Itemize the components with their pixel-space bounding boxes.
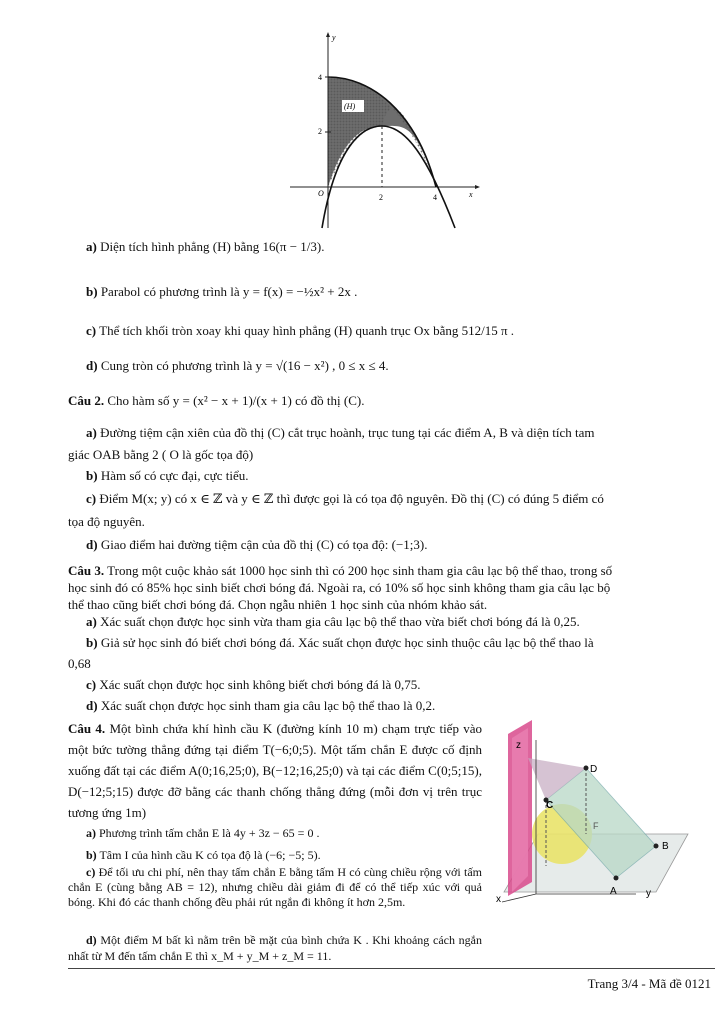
q4-item-d	[68, 932, 482, 964]
q3-item-c	[86, 676, 695, 694]
q3-item-a	[86, 613, 695, 631]
q1-item-b	[86, 283, 695, 301]
q3-item-d	[86, 697, 695, 715]
q2-c-label: c)	[86, 491, 97, 506]
label-A: A	[610, 886, 617, 897]
q4-c-label: c)	[86, 865, 96, 879]
q2-a-cont: giác OAB bằng 2 ( O là gốc tọa độ)	[68, 447, 254, 462]
q3-intro1-text: Trong một cuộc khảo sát 1000 học sinh thì có 200 học sinh tham gia câu lạc bộ thể thao, trong số	[107, 563, 613, 578]
q3-d-text: Xác suất chọn được học sinh tham gia câu lạc bộ thể thao là 0,2.	[100, 698, 436, 713]
q4-item-b	[86, 847, 482, 863]
q3-intro-1	[68, 562, 695, 580]
q2-item-d	[86, 536, 695, 554]
q3-b-label: b)	[86, 635, 98, 650]
q1-item-d	[86, 357, 695, 375]
q1-d-label: d)	[86, 358, 98, 373]
label-D: D	[590, 764, 598, 775]
region-label: (H)	[344, 102, 356, 111]
q3-item-b	[86, 634, 695, 652]
label-F: F	[593, 821, 599, 831]
q1-d-text: Cung tròn có phương trình là y = √(16 − x²) , 0 ≤ x ≤ 4.	[100, 358, 389, 373]
y-tick-4: 4	[318, 73, 322, 82]
q3-a-label: a)	[86, 614, 97, 629]
q1-b-label: b)	[86, 284, 98, 299]
q2-item-a	[86, 424, 695, 442]
region-graph	[285, 30, 485, 230]
q4-item-c	[68, 865, 482, 910]
q2-a-label: a)	[86, 425, 97, 440]
q4-a-text: Phương trình tấm chắn E là 4y + 3z − 65 = 0 .	[99, 826, 320, 840]
q2-a-text: Đường tiệm cận xiên của đồ thị (C) cắt trục hoành, trục tung tại các điểm A, B và diện tích tam	[100, 425, 595, 440]
q3-b-text: Giả sử học sinh đó biết chơi bóng đá. Xác suất chọn được học sinh thuộc câu lạc bộ thể thao là	[100, 635, 594, 650]
q4-b-label: b)	[86, 848, 97, 862]
q2-d-label: d)	[86, 537, 98, 552]
q2-c-cont: tọa độ nguyên.	[68, 514, 145, 529]
q3-a-text: Xác suất chọn được học sinh vừa tham gia câu lạc bộ thể thao vừa biết chơi bóng đá là 0,25.	[100, 614, 580, 629]
x-tick-2: 2	[379, 193, 383, 202]
q2-intro-text: Cho hàm số y = (x² − x + 1)/(x + 1) có đồ thị (C).	[107, 393, 365, 408]
q2-title: Câu 2.	[68, 393, 105, 408]
q2-d-text: Giao điểm hai đường tiệm cận của đồ thị (C) có tọa độ: (−1;3).	[100, 537, 428, 552]
q4-d-text: Một điểm M bất kì nằm trên bề mặt của bình chứa K . Khi khoảng cách ngắn nhất từ M đến tấm chắn E thì x_M + y_M + z_M = 11.	[68, 933, 482, 963]
q2-intro	[68, 392, 695, 410]
q1-a-label: a)	[86, 239, 97, 254]
q4-a-label: a)	[86, 826, 96, 840]
q4-intro	[68, 718, 482, 823]
q2-item-c	[86, 490, 695, 508]
q1-c-text: Thể tích khối tròn xoay khi quay hình phẳng (H) quanh trục Ox bằng 512/15 π .	[99, 323, 515, 338]
y-tick-2: 2	[318, 127, 322, 136]
footer-rule	[68, 968, 715, 969]
label-B: B	[662, 841, 669, 852]
q3-b-cont: 0,68	[68, 656, 91, 671]
q3-c-label: c)	[86, 677, 97, 692]
q1-b-text: Parabol có phương trình là y = f(x) = −½x² + 2x .	[100, 284, 358, 299]
q1-c-label: c)	[86, 323, 97, 338]
sphere-shield-figure	[486, 716, 691, 906]
q2-b-text: Hàm số có cực đại, cực tiểu.	[100, 468, 249, 483]
q3-intro-2: học sinh đó có 85% học sinh biết chơi bóng đá. Ngoài ra, có 10% số học sinh không tham gia câu lạc bộ	[68, 580, 611, 595]
q4-intro-text: Một bình chứa khí hình cầu K (đường kính 10 m) chạm trực tiếp vào một bức tường thẳng đứng tại điểm T(−6;0;5). Một tấm chắn E được cố định xuống đất tại các điểm A(0;16,25;0), B(−12;16,25;0) và tại các điểm C(0;5;15), D(−12;5;15) được đỡ bằng các thanh chống thẳng đứng (mỗi đơn vị trên trục tương ứng 1m)	[68, 721, 483, 820]
q2-c-text: Điểm M(x; y) có x ∈ ℤ và y ∈ ℤ thì được gọi là có tọa độ nguyên. Đồ thị (C) có đúng 5 điểm có	[99, 491, 604, 506]
q3-intro-3: thể thao cũng biết chơi bóng đá. Chọn ngẫu nhiên 1 học sinh của nhóm khảo sát.	[68, 597, 488, 612]
q3-title: Câu 3.	[68, 563, 105, 578]
x-axis-label: x	[469, 190, 473, 199]
q3-d-label: d)	[86, 698, 98, 713]
origin-label: O	[318, 189, 324, 198]
q1-item-c	[86, 322, 695, 340]
page-footer: Trang 3/4 - Mã đề 0121	[587, 976, 711, 991]
label-y: y	[646, 888, 651, 899]
q3-c-text: Xác suất chọn được học sinh không biết chơi bóng đá là 0,75.	[99, 677, 421, 692]
q4-d-label: d)	[86, 933, 97, 947]
q2-b-label: b)	[86, 468, 98, 483]
q4-title: Câu 4.	[68, 721, 106, 736]
x-tick-4: 4	[433, 193, 437, 202]
label-z: z	[516, 740, 521, 751]
q2-item-b	[86, 467, 695, 485]
q4-c-text: Để tối ưu chi phí, nên thay tấm chắn E bằng tấm H có cùng chiều rộng với tấm chắn E (cùng bằng AB = 12), nhưng chiều dài giảm đi để có thể tiếp xúc với quả bóng. Khi đó các thanh chống đều phải rút ngắn đi không ít hơn 2,5m.	[68, 865, 482, 909]
q4-item-a	[86, 825, 482, 841]
label-C: C	[546, 800, 554, 811]
q1-item-a	[86, 238, 695, 256]
q1-a-text: Diện tích hình phẳng (H) bằng 16(π − 1/3).	[100, 239, 325, 254]
q4-b-text: Tâm I của hình cầu K có tọa độ là (−6; −5; 5).	[99, 848, 321, 862]
label-x: x	[496, 894, 501, 905]
y-axis-label: y	[332, 33, 336, 42]
